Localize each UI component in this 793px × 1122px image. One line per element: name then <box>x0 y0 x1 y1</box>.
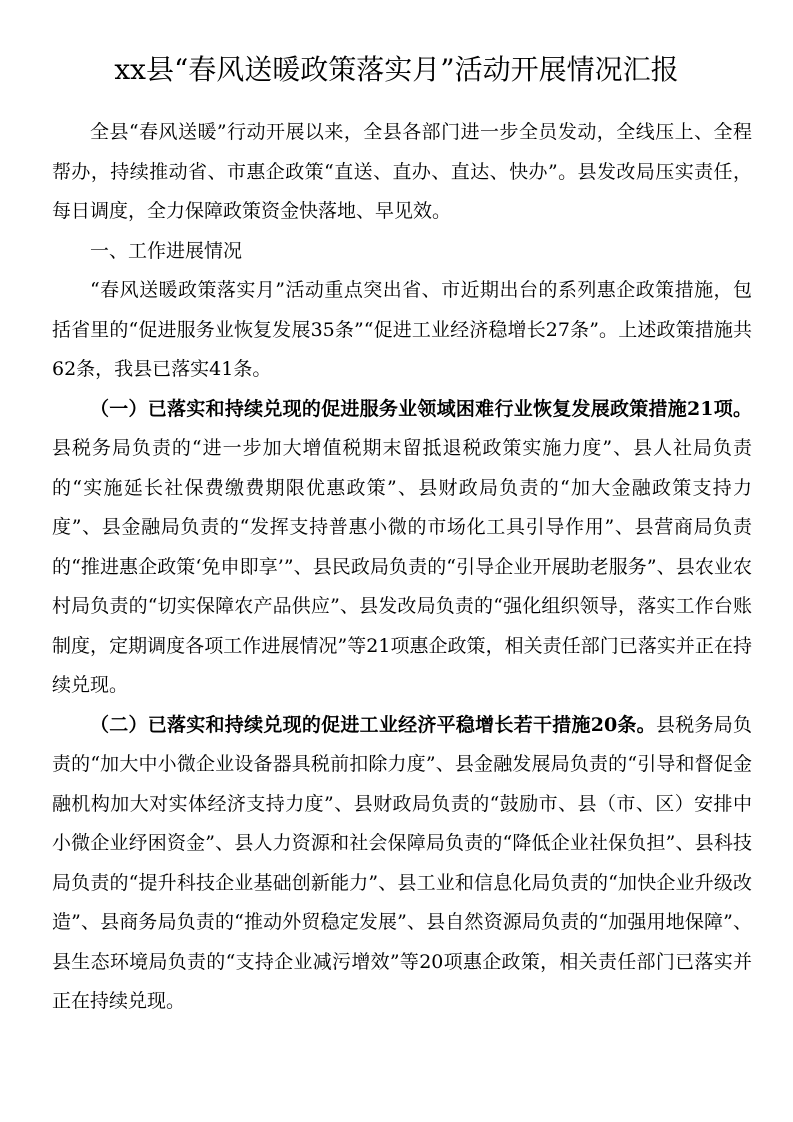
section1-paragraph: “春风送暖政策落实月”活动重点突出省、市近期出台的系列惠企政策措施，包括省里的“促进服务业恢复发展35条”“促进工业经济稳增长27条”。上述政策措施共62条，我县已落实41条。 <box>52 279 752 380</box>
item1-body: 县税务局负责的“进一步加大增值税期末留抵退税政策实施力度”、县人社局负责的“实施延长社保费缴费期限优惠政策”、县财政局负责的“加大金融政策支持力度”、县金融局负责的“发挥支持普惠小微的市场化工具引导作用”、县营商局负责的“推进惠企政策‘免申即享’”、县民政局负责的“引导企业开展助老服务”、县农业农村局负责的“切实保障农产品供应”、县发改局负责的“强化组织领导，落实工作台账制度，定期调度各项工作进展情况”等21项惠企政策，相关责任部门已落实并正在持续兑现。 <box>52 437 752 696</box>
item2-paragraph <box>52 706 752 1022</box>
item1-paragraph <box>52 390 752 706</box>
document-title: xx县“春风送暖政策落实月”活动开展情况汇报 <box>114 53 679 86</box>
item2-lead: （二）已落实和持续兑现的促进工业经济平稳增长若干措施20条。 <box>90 713 656 736</box>
item2-body: 县税务局负责的“加大中小微企业设备器具税前扣除力度”、县金融发展局负责的“引导和督促金融机构加大对实体经济支持力度”、县财政局负责的“鼓励市、县（市、区）安排中小微企业纾困资金”、县人力资源和社会保障局负责的“降低企业社保负担”、县科技局负责的“提升科技企业基础创新能力”、县工业和信息化局负责的“加快企业升级改造”、县商务局负责的“推动外贸稳定发展”、县自然资源局负责的“加强用地保障”、县生态环境局负责的“支持企业减污增效”等20项惠企政策，相关责任部门已落实并正在持续兑现。 <box>52 713 752 1012</box>
intro-paragraph: 全县“春风送暖”行动开展以来，全县各部门进一步全员发动，全线压上、全程帮办，持续推动省、市惠企政策“直送、直办、直达、快办”。县发改局压实责任，每日调度，全力保障政策资金快落地、早见效。 <box>52 121 752 222</box>
section-heading-work-progress: 一、工作进展情况 <box>90 239 243 262</box>
item1-lead: （一）已落实和持续兑现的促进服务业领域困难行业恢复发展政策措施21项。 <box>90 397 752 420</box>
document-body <box>52 113 752 1022</box>
